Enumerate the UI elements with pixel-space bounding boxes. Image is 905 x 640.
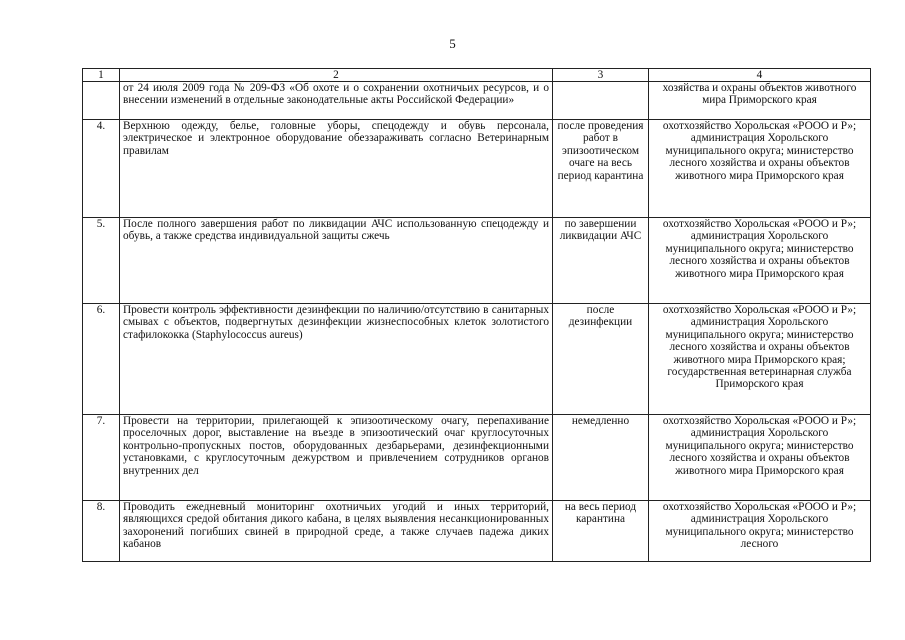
row-measure: Верхнюю одежду, белье, головные уборы, спецодежду и обувь персонала, электрическое и электронное оборудование обеззараживать согласно Ветеринарным правилам <box>120 120 553 218</box>
row-number <box>83 82 120 120</box>
row-number: 5. <box>83 218 120 304</box>
row-term: после дезинфекции <box>553 304 649 415</box>
row-measure: Провести на территории, прилегающей к эпизоотическому очагу, перепахивание проселочных дорог, выставление на въезде в эпизоотический очаг круглосуточных контрольно-пропускных постов, оборудованных дезбарьерами, дезинфекционными установками, с круглосуточным дежурством и привлечением сотрудников органов внутренних дел <box>120 415 553 501</box>
column-header-2: 2 <box>120 69 553 82</box>
row-measure: Проводить ежедневный мониторинг охотничьих угодий и иных территорий, являющихся средой обитания дикого кабана, в целях выявления несанкционированных захоронений погибших свиней в природной среде, а также случаев падежа диких кабанов <box>120 501 553 562</box>
row-responsible: охотхозяйство Хорольская «РООО и Р»; администрация Хорольского муниципального округа; министерство лесного хозяйства и охраны объектов животного мира Приморского края <box>649 218 871 304</box>
row-responsible: охотхозяйство Хорольская «РООО и Р»; администрация Хорольского муниципального округа; министерство лесного хозяйства и охраны объектов животного мира Приморского края; государственная ветеринарная служба Приморского края <box>649 304 871 415</box>
row-responsible: хозяйства и охраны объектов животного мира Приморского края <box>649 82 871 120</box>
row-term: после проведения работ в эпизоотическом очаге на весь период карантина <box>553 120 649 218</box>
table-row <box>83 120 871 218</box>
row-term <box>553 82 649 120</box>
column-header-4: 4 <box>649 69 871 82</box>
page-number: 5 <box>449 36 456 51</box>
row-measure: После полного завершения работ по ликвидации АЧС использованную спецодежду и обувь, а также средства индивидуальной защиты сжечь <box>120 218 553 304</box>
row-responsible: охотхозяйство Хорольская «РООО и Р»; администрация Хорольского муниципального округа; министерство лесного <box>649 501 871 562</box>
row-responsible: охотхозяйство Хорольская «РООО и Р»; администрация Хорольского муниципального округа; министерство лесного хозяйства и охраны объектов животного мира Приморского края <box>649 120 871 218</box>
table-row <box>83 304 871 415</box>
row-term: по завершении ликвидации АЧС <box>553 218 649 304</box>
column-header-1: 1 <box>83 69 120 82</box>
table-row <box>83 218 871 304</box>
table-row <box>83 501 871 562</box>
table-row <box>83 415 871 501</box>
row-measure: от 24 июля 2009 года № 209-ФЗ «Об охоте и о сохранении охотничьих ресурсов, и о внесении изменений в отдельные законодательные акты Российской Федерации» <box>120 82 553 120</box>
column-header-3: 3 <box>553 69 649 82</box>
table-header-row <box>83 69 871 82</box>
measures-table <box>82 68 871 562</box>
row-number: 7. <box>83 415 120 501</box>
row-term: на весь период карантина <box>553 501 649 562</box>
row-term: немедленно <box>553 415 649 501</box>
row-number: 8. <box>83 501 120 562</box>
table-row <box>83 82 871 120</box>
row-number: 4. <box>83 120 120 218</box>
row-responsible: охотхозяйство Хорольская «РООО и Р»; администрация Хорольского муниципального округа; министерство лесного хозяйства и охраны объектов животного мира Приморского края <box>649 415 871 501</box>
row-number: 6. <box>83 304 120 415</box>
row-measure: Провести контроль эффективности дезинфекции по наличию/отсутствию в санитарных смывах с объектов, подвергнутых дезинфекции жизнеспособных клеток золотистого стафилококка (Staphylococcus aureus) <box>120 304 553 415</box>
